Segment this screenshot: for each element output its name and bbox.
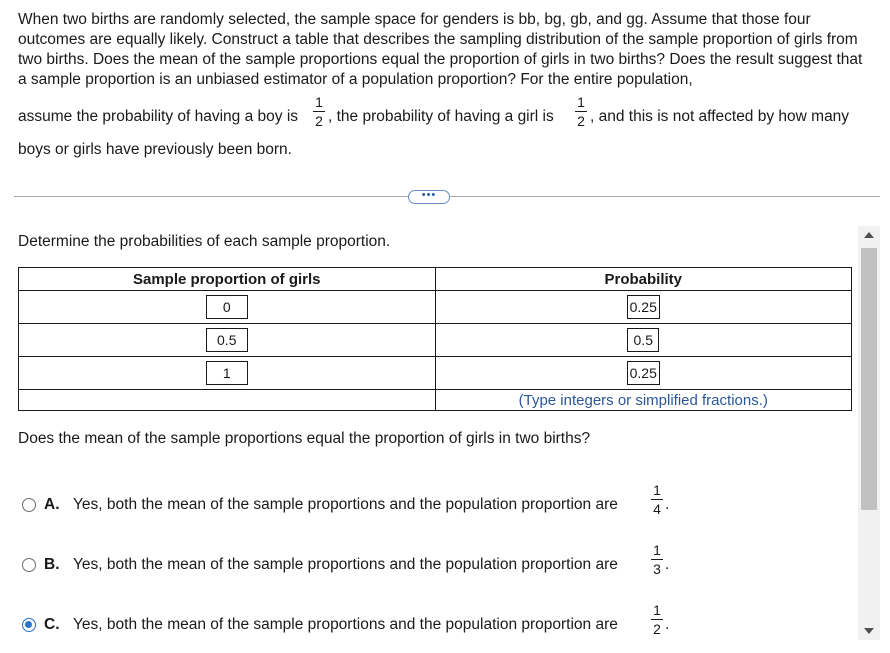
- problem-statement: When two births are randomly selected, the sample space for genders is bb, bg, gb, and gg. Assume that those four outcomes are equally likely. Construct a table that describes the sampling distribution of the sample proportion of girls from two births. Does the mean of the sample proportions equal the proportion of girls in two births? Does the result suggest that a sample proportion is an unbiased estimator of a population proportion? For the entire population,: [18, 11, 863, 88]
- fraction-numerator: 1: [653, 482, 661, 498]
- proportion-cell: [19, 324, 436, 357]
- proportion-cell: [19, 357, 436, 390]
- table-header-row: [19, 268, 852, 291]
- option-a[interactable]: [22, 482, 682, 526]
- probability-input[interactable]: 0.5: [627, 328, 659, 352]
- option-fraction: [650, 602, 664, 637]
- fraction-numerator: 1: [577, 94, 585, 110]
- answer-format-hint: (Type integers or simplified fractions.): [518, 391, 768, 409]
- probability-cell: [435, 324, 852, 357]
- problem-last-line: boys or girls have previously been born.: [18, 141, 292, 158]
- fraction-denominator: 2: [577, 113, 585, 129]
- girl-probability-text: , the probability of having a girl is: [328, 108, 554, 125]
- proportion-value: 0: [206, 295, 248, 319]
- table-row: [19, 291, 852, 324]
- option-period: .: [665, 496, 670, 513]
- fraction-denominator: 2: [315, 113, 323, 129]
- option-period: .: [665, 556, 670, 573]
- fraction-bar: [651, 559, 663, 560]
- option-letter: B.: [44, 556, 60, 573]
- independence-text: , and this is not affected by how many: [590, 108, 850, 125]
- option-text: Yes, both the mean of the sample proportions and the population proportion are: [73, 616, 618, 633]
- header-sample-proportion: Sample proportion of girls: [19, 268, 436, 291]
- radio-button[interactable]: [22, 558, 36, 572]
- probability-cell: [435, 291, 852, 324]
- probability-input[interactable]: 0.25: [627, 295, 660, 319]
- question-prompt: Determine the probabilities of each sample proportion.: [18, 233, 391, 250]
- fraction-bar: [651, 619, 663, 620]
- option-text: Yes, both the mean of the sample proportions and the population proportion are: [73, 496, 618, 513]
- fraction-numerator: 1: [653, 542, 661, 558]
- fraction-denominator: 2: [653, 621, 661, 637]
- radio-button[interactable]: [22, 498, 36, 512]
- table-row: [19, 390, 852, 411]
- scrollbar-thumb[interactable]: [861, 248, 877, 510]
- empty-cell: [19, 390, 436, 411]
- probability-assumption-line: [18, 94, 868, 138]
- proportion-value: 0.5: [206, 328, 248, 352]
- girl-probability-fraction: [574, 94, 588, 129]
- option-letter: A.: [44, 496, 60, 513]
- option-text: Yes, both the mean of the sample proportions and the population proportion are: [73, 556, 618, 573]
- radio-button-selected[interactable]: [22, 618, 36, 632]
- option-fraction: [650, 482, 664, 517]
- option-fraction: [650, 542, 664, 577]
- proportion-value: 1: [206, 361, 248, 385]
- mean-question: Does the mean of the sample proportions equal the proportion of girls in two births?: [18, 430, 591, 447]
- show-more-button[interactable]: •••: [408, 190, 450, 204]
- probability-cell: [435, 357, 852, 390]
- fraction-bar: [651, 499, 663, 500]
- boy-probability-text: assume the probability of having a boy is: [18, 108, 299, 125]
- scroll-up-arrow-icon[interactable]: [864, 232, 874, 238]
- probability-input[interactable]: 0.25: [627, 361, 660, 385]
- sampling-distribution-table: [18, 267, 852, 411]
- option-period: .: [665, 616, 670, 633]
- header-probability: Probability: [435, 268, 852, 291]
- fraction-numerator: 1: [653, 602, 661, 618]
- table-row: [19, 324, 852, 357]
- fraction-bar: [313, 111, 325, 112]
- fraction-denominator: 4: [653, 501, 661, 517]
- boy-probability-fraction: [312, 94, 326, 129]
- table-row: [19, 357, 852, 390]
- fraction-denominator: 3: [653, 561, 661, 577]
- hint-cell: [435, 390, 852, 411]
- option-letter: C.: [44, 616, 60, 633]
- scroll-down-arrow-icon[interactable]: [864, 628, 874, 634]
- vertical-scrollbar[interactable]: [858, 226, 880, 640]
- option-b[interactable]: [22, 542, 682, 586]
- fraction-bar: [575, 111, 587, 112]
- fraction-numerator: 1: [315, 94, 323, 110]
- proportion-cell: [19, 291, 436, 324]
- option-c[interactable]: [22, 602, 682, 646]
